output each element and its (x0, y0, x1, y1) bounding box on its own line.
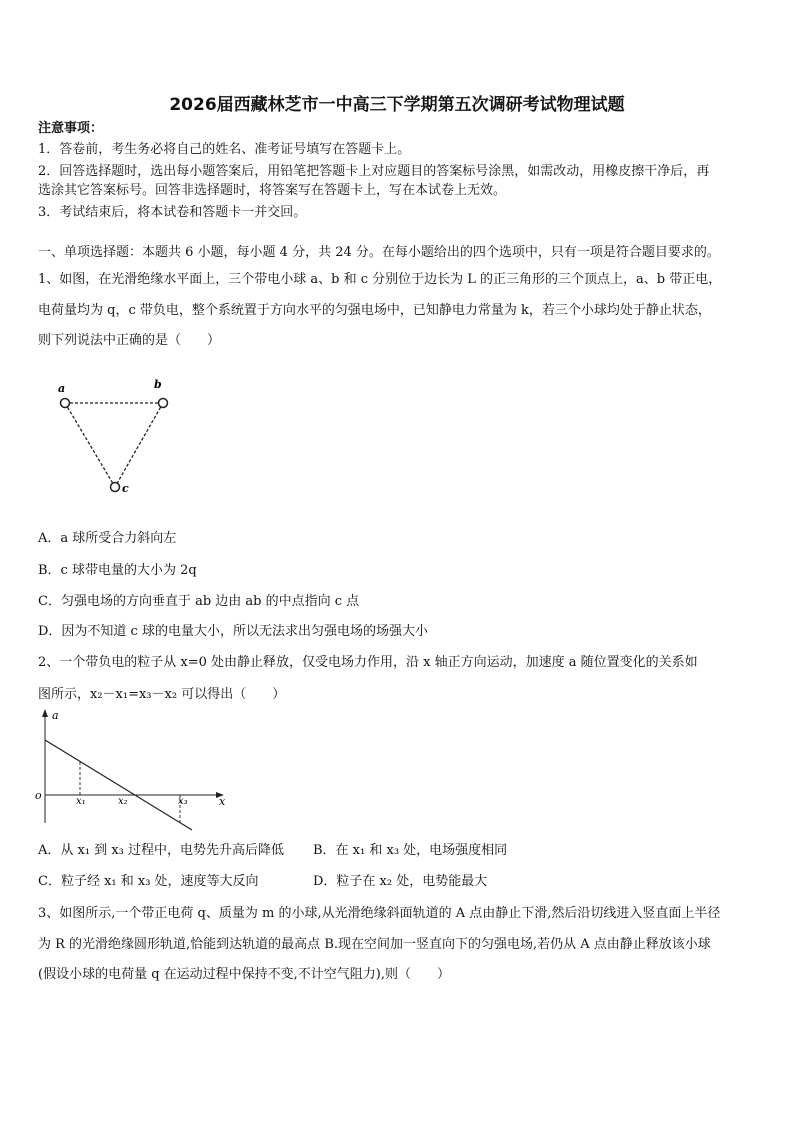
notice-item: 3．考试结束后，将本试卷和答题卡一并交回。 (38, 205, 307, 220)
side-ac (65, 403, 115, 487)
notice-item: 选涂其它答案标号。回答非选择题时，将答案写在答题卡上，写在本试卷上无效。 (38, 183, 507, 198)
q2-option-b: B．在 x₁ 和 x₃ 处，电场强度相同 (313, 843, 508, 858)
x3-label: x₃ (178, 796, 188, 807)
a-axis-arrow (42, 709, 48, 717)
notice-item: 2．回答选择题时，选出每小题答案后，用铅笔把答题卡上对应题目的答案标号涂黑，如需改动，用橡皮擦干净后，再 (38, 164, 710, 179)
x2-label: x₂ (118, 796, 128, 807)
y-axis-label: a (52, 709, 59, 722)
ball-a (61, 399, 70, 408)
q1-option-c: C．匀强电场的方向垂直于 ab 边由 ab 的中点指向 c 点 (38, 594, 360, 609)
label-b: b (154, 378, 162, 391)
q3-stem: 为 R 的光滑绝缘圆形轨道,恰能到达轨道的最高点 B.现在空间加一竖直向下的匀强电场,若仍从 A 点由静止释放该小球 (38, 937, 711, 952)
ball-c (111, 483, 120, 492)
q2-stem: 2、一个带负电的粒子从 x=0 处由静止释放，仅受电场力作用，沿 x 轴正方向运动，加速度 a 随位置变化的关系如 (38, 655, 698, 670)
notice-heading: 注意事项： (38, 121, 104, 136)
q2-option-a: A．从 x₁ 到 x₃ 过程中，电势先升高后降低 (38, 843, 285, 858)
q2-stem: 图所示，x₂－x₁=x₃－x₂ 可以得出（ ） (38, 687, 286, 702)
acceleration-graph (30, 705, 240, 835)
q1-option-a: A．a 球所受合力斜向左 (38, 531, 177, 546)
origin-label: o (35, 789, 42, 802)
label-c: c (122, 482, 129, 495)
ball-b (159, 399, 168, 408)
section-heading: 一、单项选择题：本题共 6 小题，每小题 4 分，共 24 分。在每小题给出的四个选项中，只有一项是符合题目要求的。 (38, 245, 720, 260)
q1-option-d: D．因为不知道 c 球的电量大小，所以无法求出匀强电场的场强大小 (38, 624, 428, 639)
q1-stem: 则下列说法中正确的是（ ） (38, 333, 221, 348)
q1-stem: 电荷量均为 q，c 带负电，整个系统置于方向水平的匀强电场中，已知静电力常量为 k，若三个小球均处于静止状态， (38, 303, 711, 318)
q2-option-c: C．粒子经 x₁ 和 x₃ 处，速度等大反向 (38, 874, 259, 889)
q3-stem: 3、如图所示,一个带正电荷 q、质量为 m 的小球,从光滑绝缘斜面轨道的 A 点由静止下滑,然后沿切线进入竖直面上半径 (38, 906, 721, 921)
triangle-figure (50, 372, 180, 497)
notice-item: 1．答卷前，考生务必将自己的姓名、准考证号填写在答题卡上。 (38, 142, 411, 157)
x1-label: x₁ (76, 796, 86, 807)
label-a: a (58, 382, 66, 395)
page-title: 2026届西藏林芝市一中高三下学期第五次调研考试物理试题 (169, 95, 625, 115)
q1-stem: 1、如图，在光滑绝缘水平面上，三个带电小球 a、b 和 c 分别位于边长为 L 的正三角形的三个顶点上，a、b 带正电， (38, 272, 722, 287)
x-axis-label: x (219, 795, 226, 808)
a-x-line (45, 740, 192, 830)
q3-stem: (假设小球的电荷量 q 在运动过程中保持不变,不计空气阻力),则（ ） (38, 967, 450, 982)
side-bc (115, 403, 163, 487)
q1-option-b: B．c 球带电量的大小为 2q (38, 563, 197, 578)
q2-option-d: D．粒子在 x₂ 处，电势能最大 (313, 874, 488, 889)
